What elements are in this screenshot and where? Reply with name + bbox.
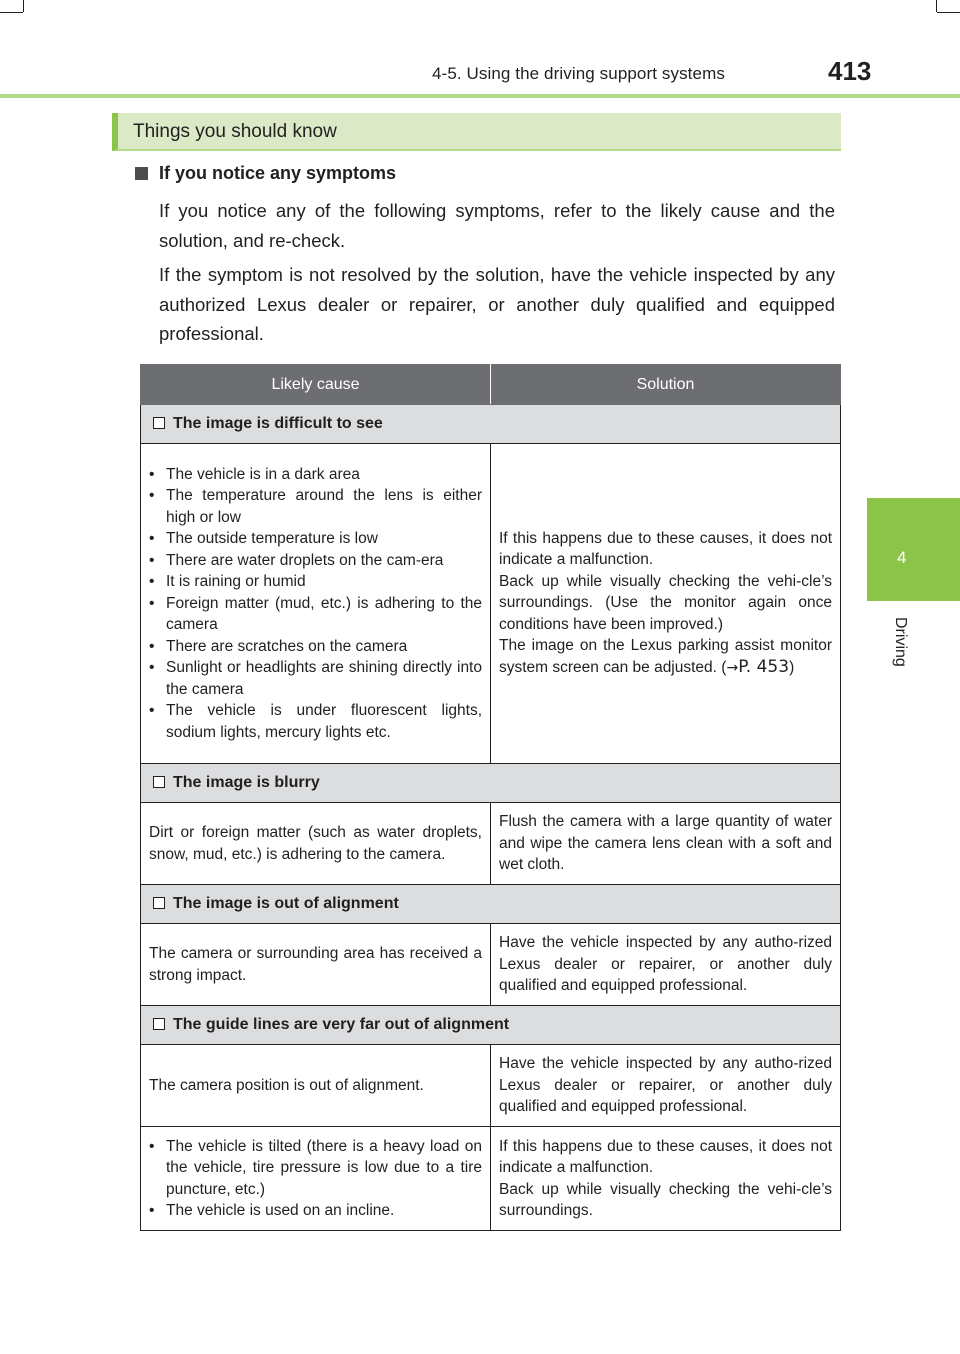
checkbox-icon: [153, 897, 165, 909]
list-item: • Sunlight or headlights are shining directly into the camera: [149, 657, 482, 700]
troubleshooting-table: [140, 364, 841, 1231]
group-title: The image is difficult to see: [173, 415, 383, 433]
header-likely-cause: Likely cause: [141, 365, 491, 405]
cause-cell: [141, 444, 491, 764]
solution-cell: Have the vehicle inspected by any autho-rized Lexus dealer or repairer, or another duly qualified and equipped professional.: [491, 924, 841, 1006]
solution-line: If this happens due to these causes, it does not indicate a malfunction.: [499, 1137, 832, 1176]
page-reference[interactable]: [721, 656, 795, 677]
info-box-title: Things you should know: [133, 121, 337, 142]
solution-line: Back up while visually checking the vehi-cle’s surroundings.: [499, 1180, 832, 1219]
section-title: 4-5. Using the driving support systems: [432, 64, 725, 83]
solution-cell: Have the vehicle inspected by any autho-rized Lexus dealer or repairer, or another duly qualified and equipped professional.: [491, 1045, 841, 1127]
list-item: • There are scratches on the camera: [149, 636, 482, 658]
solution-cell: Flush the camera with a large quantity of water and wipe the camera lens clean with a soft and wet cloth.: [491, 803, 841, 885]
group-title: The image is out of alignment: [173, 895, 399, 913]
cause-cell: The camera or surrounding area has received a strong impact.: [141, 924, 491, 1006]
table-row: [141, 803, 841, 885]
crop-mark: [937, 12, 960, 13]
list-item: • The outside temperature is low: [149, 528, 482, 550]
crop-mark: [23, 0, 24, 12]
checkbox-icon: [153, 417, 165, 429]
cause-cell: [141, 1127, 491, 1231]
cause-cell: Dirt or foreign matter (such as water droplets, snow, mud, etc.) is adhering to the camera.: [141, 803, 491, 885]
group-title: The image is blurry: [173, 774, 320, 792]
checkbox-icon: [153, 776, 165, 788]
chapter-label: Driving: [892, 617, 909, 667]
solution-cell: [491, 444, 841, 764]
list-item: • The vehicle is under fluorescent lights, sodium lights, mercury lights etc.: [149, 700, 482, 743]
list-item: • The temperature around the lens is either high or low: [149, 485, 482, 528]
chapter-number: 4: [897, 548, 907, 567]
subheading-text: If you notice any symptoms: [159, 163, 397, 183]
solution-line: [499, 635, 832, 679]
cause-list: [149, 464, 482, 744]
list-item: • The vehicle is tilted (there is a heavy load on the vehicle, tire pressure is low due to a tire puncture, etc.): [149, 1136, 482, 1201]
intro-paragraph-1: If you notice any of the following symptoms, refer to the likely cause and the solution, and re-check.: [159, 200, 835, 251]
table-row: [141, 1045, 841, 1127]
list-item: • Foreign matter (mud, etc.) is adhering to the camera: [149, 593, 482, 636]
checkbox-icon: [153, 1018, 165, 1030]
intro-paragraph-2: If the symptom is not resolved by the solution, have the vehicle inspected by any authorized Lexus dealer or repairer, or another duly qualified and equipped professional.: [159, 264, 835, 344]
chapter-tab: [867, 498, 960, 601]
list-item: • The vehicle is in a dark area: [149, 464, 482, 486]
square-bullet-icon: [135, 167, 148, 180]
page-number: 413: [828, 56, 872, 86]
table-row: [141, 1127, 841, 1231]
ref-open-paren: (: [721, 658, 727, 676]
subheading: [135, 163, 396, 184]
solution-cell: [491, 1127, 841, 1231]
ref-page: P. 453: [738, 656, 790, 677]
crop-mark: [0, 12, 23, 13]
solution-line: Back up while visually checking the vehi-cle’s surroundings. (Use the monitor again once conditions have been improved.): [499, 572, 832, 633]
list-item: • There are water droplets on the cam-era: [149, 550, 482, 572]
header-solution: Solution: [491, 365, 841, 405]
table-row: [141, 924, 841, 1006]
solution-line: If this happens due to these causes, it does not indicate a malfunction.: [499, 529, 832, 569]
group-title-cell: [141, 1006, 841, 1045]
table-row: [141, 444, 841, 764]
cause-list: [149, 1136, 482, 1222]
list-item: • It is raining or humid: [149, 571, 482, 593]
cause-cell: The camera position is out of alignment.: [141, 1045, 491, 1127]
group-row: [141, 1006, 841, 1045]
group-row: [141, 885, 841, 924]
header-divider: [0, 94, 960, 98]
group-title-cell: [141, 764, 841, 803]
crop-mark: [936, 0, 937, 12]
group-title-cell: [141, 405, 841, 444]
group-row: [141, 764, 841, 803]
group-row: [141, 405, 841, 444]
chapter-label-wrap: [877, 617, 927, 677]
ref-close-paren: ): [789, 658, 795, 676]
table-header-row: [141, 365, 841, 405]
arrow-right-icon: →: [726, 659, 739, 676]
solution-line-text: The image on the Lexus parking assist monitor system screen can be adjusted.: [499, 637, 832, 676]
list-item: • The vehicle is used on an incline.: [149, 1200, 482, 1222]
group-title-cell: [141, 885, 841, 924]
group-title: The guide lines are very far out of alignment: [173, 1016, 510, 1034]
